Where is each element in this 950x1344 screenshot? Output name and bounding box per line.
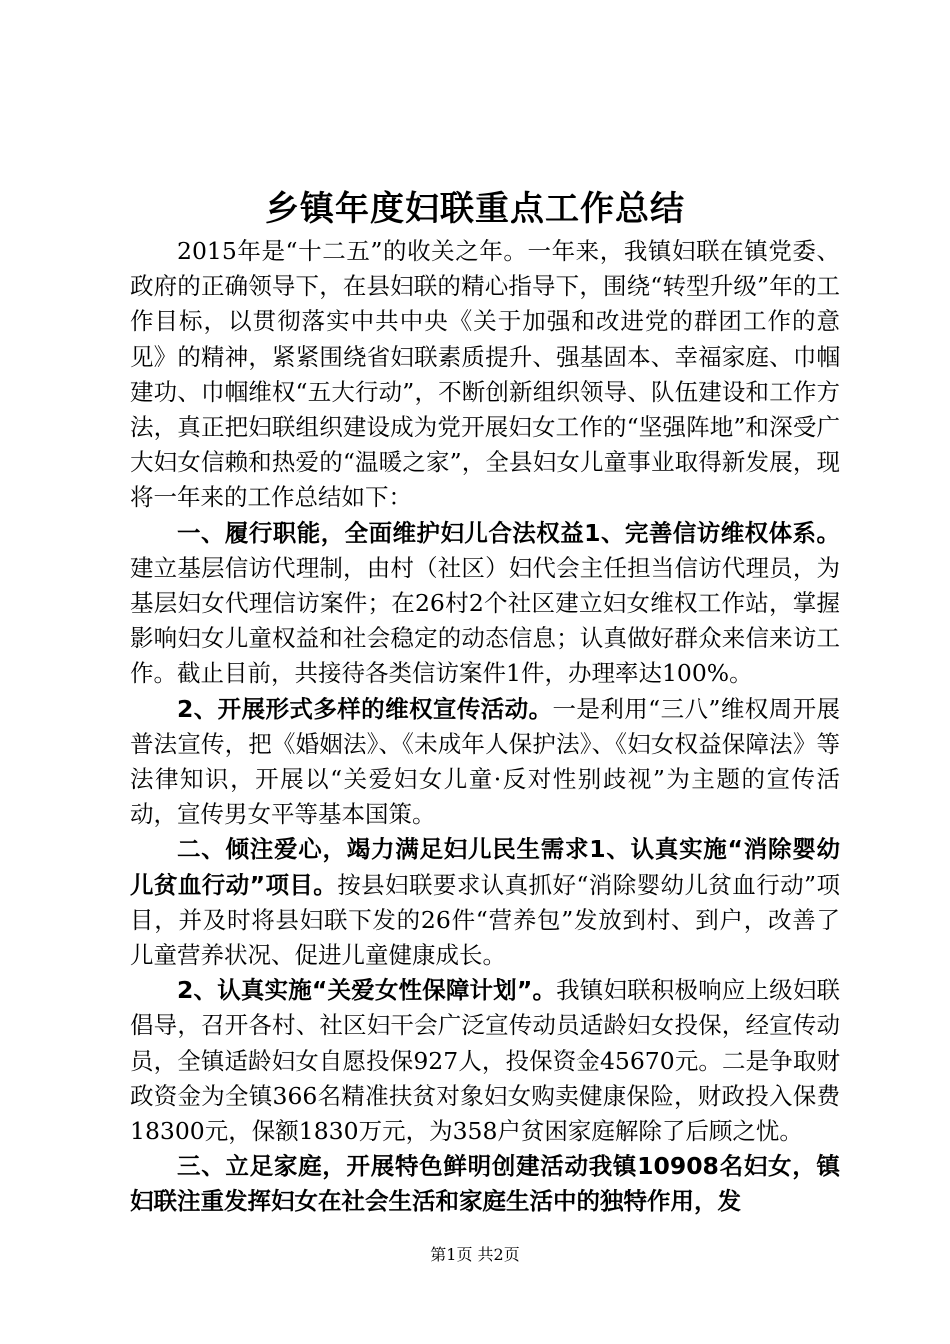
paragraph-section-3: [130, 1149, 840, 1219]
paragraph-lead: 二、倾注爱心，竭力满足妇儿民生需求1、认真实施“消除婴幼儿贫血行动”项目。: [130, 835, 840, 899]
paragraph-section-2-2: [130, 973, 840, 1149]
paragraph-section-1: [130, 516, 840, 692]
paragraph-text: 按县妇联要求认真抓好“消除婴幼儿贫血行动”项目，并及时将县妇联下发的26件“营养包”发放到村、到户，改善了儿童营养状况、促进儿童健康成长。: [130, 870, 840, 970]
paragraph-lead: 2、开展形式多样的维权宣传活动。: [177, 694, 553, 723]
paragraph-lead: 三、立足家庭，开展特色鲜明创建活动我镇10908名妇女，镇妇联注重发挥妇女在社会生活和家庭生活中的独特作用，发: [130, 1152, 840, 1216]
paragraph-intro: [130, 234, 840, 516]
document-title: 乡镇年度妇联重点工作总结: [265, 189, 685, 229]
paragraph-text: 建立基层信访代理制，由村（社区）妇代会主任担当信访代理员，为基层妇女代理信访案件；在26村2个社区建立妇女维权工作站，掌握影响妇女儿童权益和社会稳定的动态信息；认真做好群众来信来访工作。截止目前，共接待各类信访案件1件，办理率达100%。: [130, 553, 840, 688]
paragraph-text: 我镇妇联积极响应上级妇联倡导，召开各村、社区妇干会广泛宣传动员适龄妇女投保，经宣传动员，全镇适龄妇女自愿投保927人，投保资金45670元。二是争取财政资金为全镇366名精准扶贫对象妇女购卖健康保险，财政投入保费18300元，保额1830万元，为358户贫困家庭解除了后顾之忧。: [130, 976, 840, 1146]
paragraph-text: 2015年是“十二五”的收关之年。一年来，我镇妇联在镇党委、政府的正确领导下，在县妇联的精心指导下，围绕“转型升级”年的工作目标，以贯彻落实中共中央《关于加强和改进党的群团工作的意见》的精神，紧紧围绕省妇联素质提升、强基固本、幸福家庭、巾帼建功、巾帼维权“五大行动”，不断创新组织领导、队伍建设和工作方法，真正把妇联组织建设成为党开展妇女工作的“坚强阵地”和深受广大妇女信赖和热爱的“温暖之家”，全县妇女儿童事业取得新发展，现将一年来的工作总结如下：: [130, 237, 840, 512]
document-body: [130, 234, 840, 1220]
page-footer: 第1页 共2页: [430, 1245, 520, 1264]
paragraph-text: 一是利用“三八”维权周开展普法宣传，把《婚姻法》、《未成年人保护法》、《妇女权益保障法》等法律知识，开展以“关爱妇女儿童·反对性别歧视”为主题的宣传活动，宣传男女平等基本国策。: [130, 694, 841, 829]
paragraph-lead: 一、履行职能，全面维护妇儿合法权益1、完善信访维权体系。: [177, 518, 840, 547]
paragraph-section-2: [130, 832, 840, 973]
paragraph-section-1-2: [130, 692, 840, 833]
paragraph-lead: 2、认真实施“关爱女性保障计划”。: [177, 976, 557, 1005]
